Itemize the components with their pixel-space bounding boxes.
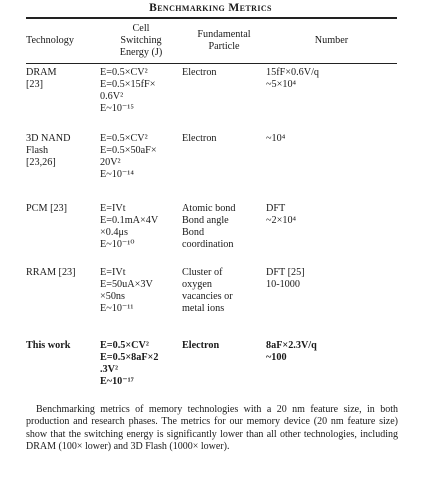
cell-line: E~10⁻¹⁴: [100, 169, 134, 180]
benchmark-table: [26, 18, 397, 403]
cell-line: .3V²: [100, 364, 119, 375]
cell-switching-energy: [100, 203, 182, 267]
header-line: Cell: [132, 22, 150, 34]
cell-line: ×50ns: [100, 291, 125, 302]
cell-number: [266, 267, 397, 340]
cell-line: E~10⁻¹⁵: [100, 103, 134, 114]
cell-line: Electron: [182, 340, 220, 351]
cell-line: Cluster of: [182, 267, 223, 278]
cell-line: 15fF×0.6V/q: [266, 67, 320, 78]
cell-line: vacancies or: [182, 291, 233, 302]
cell-fundamental-particle: [182, 267, 266, 340]
cell-line: coordination: [182, 239, 234, 250]
table-caption: Benchmarking metrics of memory technologies with a 20 nm feature size, in both production and research phases. The metrics for our memory device (20 nm feature size) show that the switching energy is significantly lower than all other technologies, including DRAM (100× lower) and 3D Flash (1000× lower).: [26, 404, 398, 452]
table-row: [26, 203, 397, 267]
cell-line: E=0.1mA×4V: [100, 215, 159, 226]
cell-line: E=IVt: [100, 203, 126, 214]
cell-line: E~10⁻¹¹: [100, 303, 134, 314]
header-row: [26, 18, 397, 63]
cell-line: ×0.4μs: [100, 227, 128, 238]
table-row: [26, 340, 397, 403]
cell-switching-energy: [100, 133, 182, 203]
cell-line: oxygen: [182, 279, 212, 290]
table-row: [26, 133, 397, 203]
header-line: Technology: [26, 34, 74, 46]
cell-line: Flash: [26, 145, 49, 156]
cell-number: [266, 203, 397, 267]
cell-line: E~10⁻¹⁷: [100, 376, 134, 387]
cell-line: 3D NAND: [26, 133, 71, 144]
cell-line: Atomic bond: [182, 203, 236, 214]
cell-fundamental-particle: [182, 203, 266, 267]
header-line: Fundamental: [197, 28, 251, 40]
cell-line: E=IVt: [100, 267, 126, 278]
cell-number: [266, 63, 397, 133]
cell-line: ~2×10⁴: [266, 215, 297, 226]
header-line: Particle: [208, 40, 240, 52]
cell-line: 20V²: [100, 157, 121, 168]
cell-line: E=50uA×3V: [100, 279, 153, 290]
cell-line: DFT: [266, 203, 286, 214]
header-number: [266, 18, 397, 63]
cell-line: Electron: [182, 133, 217, 144]
cell-technology: [26, 63, 100, 133]
cell-fundamental-particle: [182, 63, 266, 133]
cell-switching-energy: [100, 267, 182, 340]
cell-line: Electron: [182, 67, 217, 78]
cell-line: RRAM [23]: [26, 267, 76, 278]
cell-number: [266, 133, 397, 203]
cell-technology: [26, 267, 100, 340]
cell-line: ~10⁴: [266, 133, 286, 144]
cell-technology: [26, 133, 100, 203]
cell-line: metal ions: [182, 303, 225, 314]
table-body: [26, 63, 397, 403]
cell-line: 0.6V²: [100, 91, 124, 102]
header-technology: [26, 18, 100, 63]
cell-line: 10-1000: [266, 279, 300, 290]
cell-line: This work: [26, 340, 71, 351]
cell-line: E=0.5×50aF×: [100, 145, 157, 156]
cell-switching-energy: [100, 340, 182, 403]
cell-line: ~5×10⁴: [266, 79, 297, 90]
header-line: Number: [314, 34, 349, 46]
cell-line: E=0.5×CV²: [100, 133, 148, 144]
cell-line: ~100: [266, 352, 287, 363]
cell-line: [23,26]: [26, 157, 56, 168]
cell-line: PCM [23]: [26, 203, 68, 214]
table-row: [26, 267, 397, 340]
table-row: [26, 63, 397, 133]
cell-line: [23]: [26, 79, 43, 90]
cell-line: E=0.5×CV²: [100, 67, 148, 78]
header-line: Switching: [120, 34, 162, 46]
cell-line: E=0.5×15fF×: [100, 79, 156, 90]
cell-number: [266, 340, 397, 403]
header-line: Energy (J): [119, 46, 163, 58]
cell-line: DFT [25]: [266, 267, 305, 278]
cell-technology: [26, 203, 100, 267]
cell-line: 8aF×2.3V/q: [266, 340, 317, 351]
cell-line: E~10⁻¹⁰: [100, 239, 135, 250]
cell-fundamental-particle: [182, 340, 266, 403]
cell-line: Bond angle: [182, 215, 229, 226]
cell-fundamental-particle: [182, 133, 266, 203]
cell-line: E=0.5×8aF×2: [100, 352, 159, 363]
cell-line: DRAM: [26, 67, 57, 78]
cell-technology: [26, 340, 100, 403]
cell-switching-energy: [100, 63, 182, 133]
header-fundamental-particle: [182, 18, 266, 63]
table-title: Benchmarking Metrics: [149, 2, 272, 14]
cell-line: E=0.5×CV²: [100, 340, 149, 351]
header-switching-energy: [100, 18, 182, 63]
cell-line: Bond: [182, 227, 205, 238]
